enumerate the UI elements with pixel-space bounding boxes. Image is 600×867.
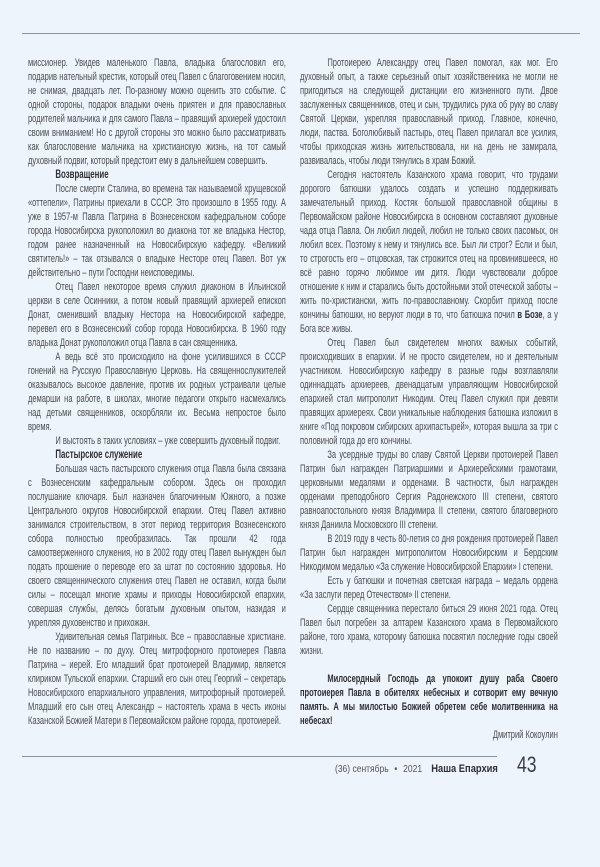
magazine-title: Наша Епархия — [431, 763, 498, 775]
top-rule — [22, 33, 580, 34]
author-signature: Дмитрий Кокоулин — [492, 729, 558, 741]
paragraph: За усердные труды во славу Святой Церкви протоиерей Павел Патрин был награжден Патриаршими и Архиерейскими грамотами, церковными медалями и орденами. В частности, был награжден орденами преподобного Сергия Радонежского III степени, святого равноапостольного князя Владимира II степени, святого благоверного князя Даниила Московского III степени. — [300, 449, 558, 531]
year-label: 2021 — [403, 764, 423, 775]
issue-label: (36) сентябрь — [335, 764, 389, 775]
bold-text: в Бозе — [517, 309, 543, 321]
right-column — [300, 56, 558, 742]
paragraph: А ведь всё это происходило на фоне усилившихся в СССР гонений на Русскую Православную Церковь. На священнослужителей оказывалось высокое давление, против их родных устраивали целые демарши на работе, в школах, многие педагоги открыто насмехались над детьми священников, оскорбляли их. Весьма непростое было время. — [28, 351, 286, 433]
paragraph: В 2019 году в честь 80-летия со дня рождения протоиерей Павел Патрин был награжден митрополитом Новосибирским и Бердским Никодимом медалью «За служение Новосибирской Епархии» I степени. — [300, 533, 558, 573]
paragraph: Протоиерею Александру отец Павел помогал, как мог. Его духовный опыт, а также серьезный опыт хозяйственника не могли не пригодиться на следующей дистанции его жизненного пути. Двое заслуженных священников, отец и сын, трудились рука об руку во славу Святой Церкви, укрепляя православный приход. Главное, конечно, люди, паства. Боголюбивый пастырь, отец Павел прилагал все усилия, чтобы приходская жизнь жительствовала, ни на день не замирала, развивалась, чтобы люди тянулись в храм Божий. — [300, 57, 558, 167]
section-heading: Возвращение — [55, 169, 109, 181]
paragraph: Сердце священника перестало биться 29 июня 2021 года. Отец Павел был погребен за алтарем Казанского храма в Первомайского районе, того храма, которому батюшка посвятил последние годы своей жизни. — [300, 603, 558, 657]
left-column-text — [28, 56, 286, 728]
bullet: • — [394, 764, 398, 775]
paragraph: миссионер. Увидев маленького Павла, владыка благословил его, подарив нательный крестик, который отец Павел с благоговением носил, не снимая, двадцать лет. По-разному можно оценить это событие. С одной стороны, подарок владыки очень приятен и для православных родителей мальчика и для самого Павла – правящий архиерей удостоил своим вниманием! Но с другой стороны это можно было рассматривать как благословение мальчика на христианскую жизнь, на тот самый духовный подвиг, который предстоит ему в дальнейшем совершить. — [28, 57, 286, 167]
paragraph — [300, 168, 558, 336]
footer-rule — [22, 756, 497, 757]
footer-area — [0, 752, 600, 796]
paragraph: Отец Павел некоторое время служил диаконом в Ильинской церкви в селе Осинники, а потом новый правящий архиерей епископ Донат, сменивший владыку Нестора на Новосибирской кафедре, перевел его в Вознесенский собор города Новосибирска. В 1960 году владыка Донат рукоположил отца Павла в сан священника. — [28, 281, 286, 349]
paragraph: И выстоять в таких условиях – уже совершить духовный подвиг. — [55, 435, 281, 447]
columns — [0, 56, 600, 742]
paragraph: Большая часть пастырского служения отца Павла была связана с Вознесенским кафедральным собором. Здесь он проходил послушание ключаря. Был назначен благочинным Южного, а позже Центрального округов Новосибирской епархии. Отец Павел активно занимался строительством, в этот период территория Вознесенского собора полностью преобразилась. Так прошли 42 года самоотверженного служения, но в 2002 году отец Павел вынужден был подать прошение о переводе его за штат по состоянию здоровья. Но своего священнического служения отец Павел не оставил, когда были силы – посещал многие храмы и приходы Новосибирской епархии, совершая службы, делясь богатым духовным опытом, назидая и укрепляя духовенство и прихожан. — [28, 463, 286, 629]
section-heading: Пастырское служение — [55, 449, 143, 461]
footer — [335, 762, 498, 777]
left-column — [28, 56, 286, 728]
page-number: 43 — [517, 752, 537, 777]
closing-prayer: Милосердный Господь да упокоит душу раба Своего протоиерея Павла в обителях небесных и сотворит ему вечную память. А мы милостью Божией обретем себе молитвенника на небесах! — [300, 673, 558, 727]
page-body — [0, 56, 600, 796]
text: , а у Бога все живы. — [300, 309, 558, 335]
paragraph: После смерти Сталина, во времена так называемой хрущевской «оттепели», Патрины приехали в СССР. Это произошло в 1955 году. А уже в 1957-м Павла Патрина в Вознесенском кафедральном соборе города Новосибирска рукоположил во диакона тот же владыка Нестор, годом ранее назначенный на Новосибирскую кафедру. «Великий святитель!» – так отзывался о владыке Несторе отец Павел. Вот уж действительно – пути Господни неисповедимы. — [28, 183, 286, 279]
text: Сегодня настоятель Казанского храма говорит, что трудами дорогого батюшки удалось создать и успешно поддерживать замечательный приход. Костяк большой православной общины в Первомайском районе Новосибирска в основном составляют духовные чада отца Павла. Он любил людей, любил не только своих пасомых, он любил всех. Поэтому к нему и тянулись все. Был ли строг? Если и был, то строгость его – отцовская, так строжится отец на провинившееся, но всё равно горячо любимое им дитя. Люди чувствовали доброе отношение к ним и старались быть достойными этой отеческой заботы – жить по-христиански, жить по-православному. Скорбит приход после кончины батюшки, но веруют люди в то, что батюшка почил — [300, 169, 558, 321]
right-column-text — [300, 56, 558, 742]
paragraph: Есть у батюшки и почетная светская награда – медаль ордена «За заслуги перед Отечеством» II степени. — [300, 575, 558, 601]
paragraph: Отец Павел был свидетелем многих важных событий, происходивших в епархии. И не просто свидетелем, но и деятельным участником. Новосибирскую кафедру в разные годы возглавляли одиннадцать архиереев, двенадцатым управляющим Новосибирской епархией стал митрополит Никодим. Отец Павел служил при девяти правящих архиереях. Свои уникальные наблюдения батюшка изложил в книге «Под покровом сибирских архипастырей», которая вышла за три с половиной года до его кончины. — [300, 337, 558, 447]
paragraph: Удивительная семья Патриных. Все – православные христиане. Не по названию – по духу. Отец митрофорного протоиерея Павла Патрина – иерей. Его младший брат протоиерей Владимир, является клириком Тульской епархии. Старший его сын отец Георгий – секретарь Новосибирского епархиального управления, митрофорный протоиерей. Младший его сын отец Александр – настоятель храма в честь иконы Казанской Божией Матери в Первомайском районе города, протоиерей. — [28, 631, 286, 727]
